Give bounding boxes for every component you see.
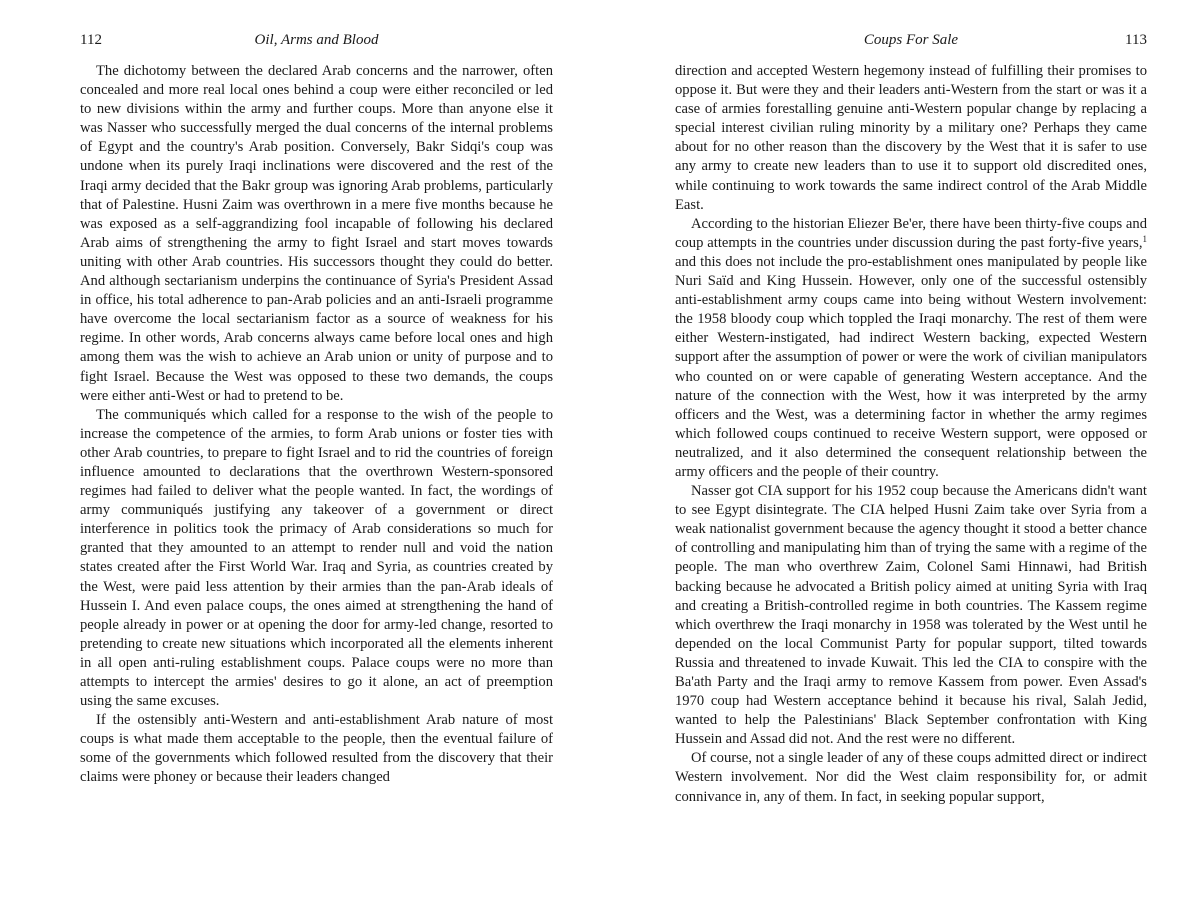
left-running-head bbox=[80, 30, 553, 50]
paragraph: Nasser got CIA support for his 1952 coup because the Americans didn't want to see Egypt disintegrate. The CIA helped Husni Zaim take over Syria from a weak nationalist government because the agency thought it stood a better chance of controlling and manipulating him than of trying the same with a regime of the people. The man who overthrew Zaim, Colonel Sami Hinnawi, had British backing because he advocated a British policy aimed at uniting Syria with Iraq and creating a British-controlled regime in both countries. The Kassem regime which overthrew the Iraqi monarchy in 1958 was tolerated by the West until he depended on the local Communist Party for popular support, tilted towards Russia and threatened to invade Kuwait. This led the CIA to conspire with the Ba'ath Party and the Iraqi army to remove Kassem from power. Even Assad's 1970 coup had Western acceptance behind it because his rival, Salah Jedid, wanted to help the Palestinians' Black September confrontation with King Hussein and Assad did not. And the rest were no different. bbox=[675, 483, 1147, 748]
right-body-text bbox=[675, 62, 1147, 807]
paragraph: The communiqués which called for a response to the wish of the people to increase the competence of the armies, to form Arab unions or foster ties with other Arab countries, to prepare to fight Israel and to rid the countries of foreign influence amounted to declarations that the overthrown Western-sponsored regimes had failed to deliver what the people wanted. In fact, the wordings of army communiqués justifying any takeover of a government or direct interference in politics took the primacy of Arab considerations so much for granted that they amounted to an attempt to render null and void the nation states created after the First World War. Iraq and Syria, as countries created by the West, were paid less attention by their armies than the pan-Arab ideals of Hussein I. And even palace coups, the ones aimed at strengthening the hand of people already in power or at opening the door for army-led change, resorted to pretending to create new situations which incorporated all the elements inherent in all open anti-ruling establishment coups. Palace coups were no more than attempts to intercept the armies' desires to go it alone, an act of preemption using the same excuses. bbox=[80, 406, 553, 710]
paragraph-text: According to the historian Eliezer Be'er, there have been thirty-five coups and coup attempts in the countries under discussion during the past forty-five years, bbox=[675, 215, 1147, 251]
left-running-title: Oil, Arms and Blood bbox=[254, 32, 379, 48]
paragraph bbox=[675, 215, 1147, 482]
paragraph: direction and accepted Western hegemony instead of fulfilling their promises to oppose it. But were they and their leaders anti-Western from the start or was it a case of armies forestalling genuine anti-Western popular change by replacing a special interest civilian ruling minority by a military one? Perhaps they came about for no other reason than the discovery by the West that it is safer to use any army to create new leaders than to use it to support old discredited ones, while continuing to work towards the same indirect control of the Arab Middle East. bbox=[675, 63, 1147, 213]
paragraph: If the ostensibly anti-Western and anti-establishment Arab nature of most coups is what made them acceptable to the people, then the eventual failure of some of the governments which followed resulted from the discovery that their claims were phoney or because their leaders changed bbox=[80, 712, 553, 786]
left-body-text bbox=[80, 62, 553, 788]
right-running-title: Coups For Sale bbox=[863, 32, 959, 48]
left-page-number: 112 bbox=[80, 32, 102, 48]
right-running-head bbox=[675, 30, 1147, 50]
right-page bbox=[597, 0, 1195, 898]
paragraph: Of course, not a single leader of any of these coups admitted direct or indirect Western involvement. Nor did the West claim responsibility for, or admit connivance in, any of them. In fact, in seeking popular support, bbox=[675, 750, 1147, 805]
paragraph: The dichotomy between the declared Arab concerns and the narrower, often concealed and more real local ones behind a coup were either reconciled or led to new divisions within the army and further coups. More than anyone else it was Nasser who successfully merged the dual concerns of the internal problems of Egypt and the country's Arab position. Conversely, Bakr Sidqi's coup was undone when its purely Iraqi inclinations were discovered and the rest of the Iraqi army decided that the Bakr group was ignoring Arab problems, particularly that of Palestine. Husni Zaim was overthrown in a mere five months because he was exposed as a self-aggrandizing fool incapable of following his declared Arab aims of strengthening the army to fight Israel and start moves towards uniting with other Arab countries. His successors thought they could do better. And although sectarianism underpins the continuance of Syria's President Assad in office, his total adherence to pan-Arab policies and an anti-Israeli programme have overcome the local sectarianism factor as a source of weakness for his regime. In other words, Arab concerns always came before local ones and high among them was the wish to achieve an Arab union or unity of purpose and to fight Israel. Because the West was opposed to these two demands, the coups were either anti-West or had to pretend to be. bbox=[80, 63, 553, 404]
left-page bbox=[0, 0, 597, 898]
right-page-number: 113 bbox=[1125, 32, 1147, 48]
paragraph-text: and this does not include the pro-establishment ones manipulated by people like Nuri Saïd and King Hussein. However, only one of the successful ostensibly anti-establishment army coups came into being without Western involvement: the 1958 bloody coup which toppled the Iraqi monarchy. The rest of them were either Western-instigated, had indirect Western backing, expected Western support after the assumption of power or were the work of civilian manipulators who counted on or were capable of generating Western acceptance. And the nature of the connection with the West, how it was interpreted by the army officers and the West, was a determining factor in whether the army regimes which followed coups continued to receive Western support, were opposed or neutralized, and it also determined the consequent relationship between the army officers and the people of their country. bbox=[675, 253, 1147, 480]
footnote-marker: 1 bbox=[1142, 233, 1147, 244]
